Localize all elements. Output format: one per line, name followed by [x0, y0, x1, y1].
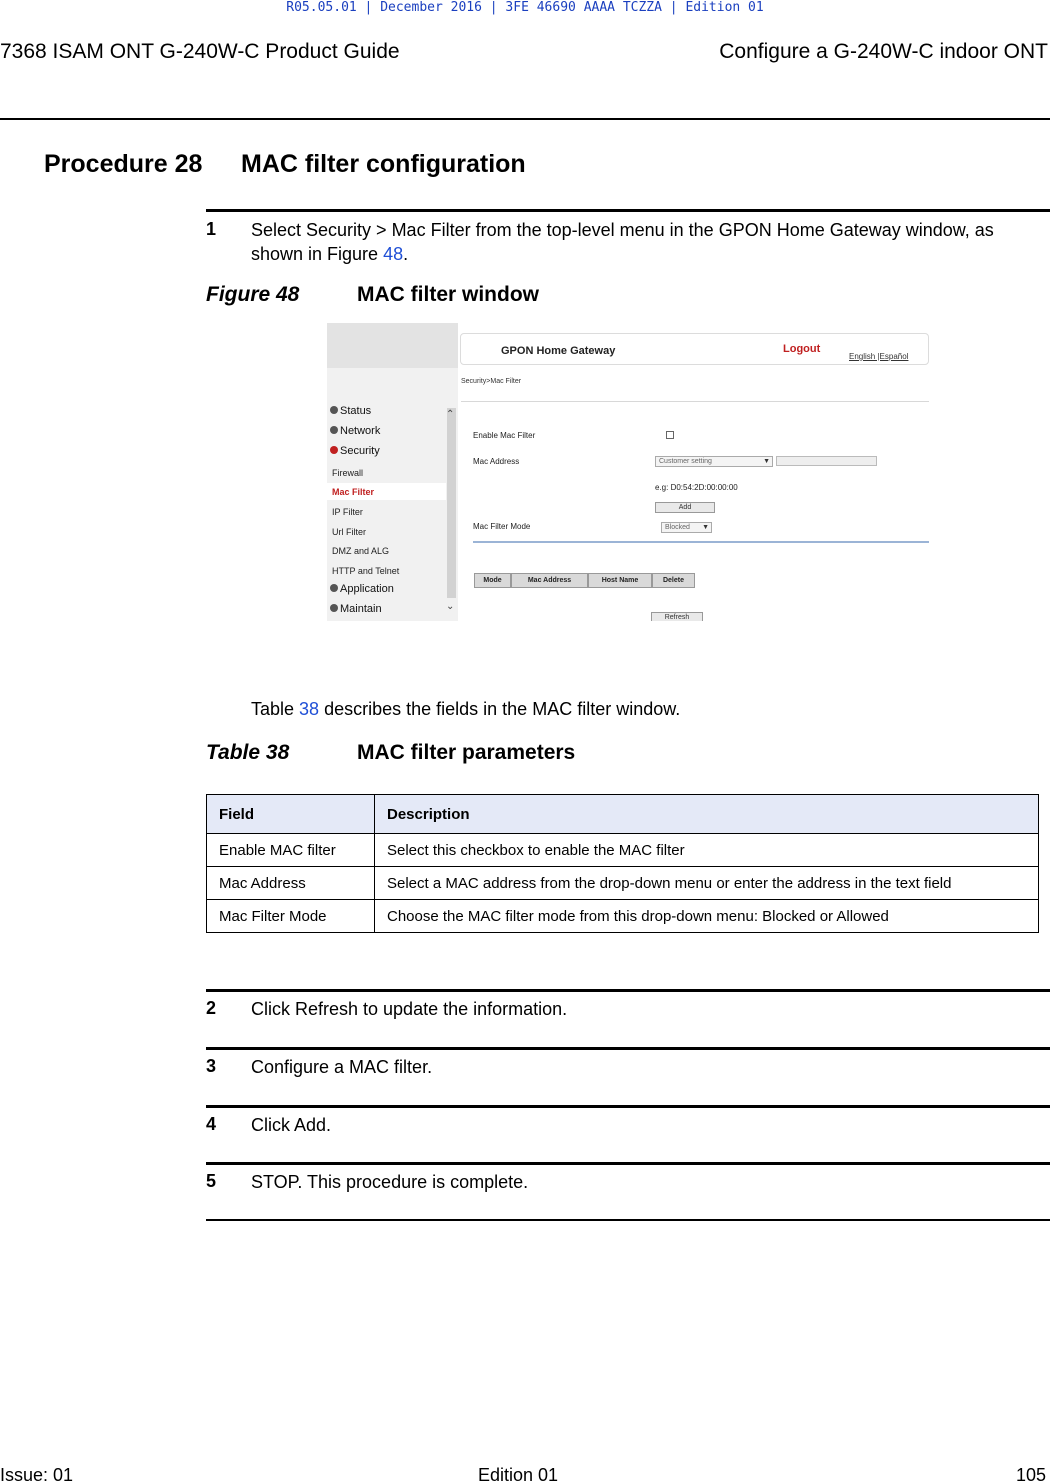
intro-text: describes the fields in the MAC filter window. — [319, 699, 681, 719]
menu-item-status[interactable] — [330, 405, 371, 417]
language-switch[interactable]: English |Español — [849, 352, 909, 361]
footer-issue: Issue: 01 — [0, 1465, 74, 1484]
figure-title: MAC filter window — [357, 283, 539, 306]
submenu-dmz-alg[interactable]: DMZ and ALG — [332, 546, 390, 556]
expand-icon — [330, 584, 338, 592]
footer-edition: Edition 01 — [478, 1465, 559, 1484]
mac-address-select[interactable] — [655, 456, 773, 467]
step-number: 5 — [206, 1171, 217, 1191]
column-header: Delete — [652, 573, 695, 588]
logout-link[interactable]: Logout — [783, 343, 821, 355]
step-text: Click Add. — [251, 1115, 332, 1135]
step-number: 4 — [206, 1114, 217, 1134]
step-divider — [206, 1047, 1050, 1050]
header-section-title: Configure a G-240W-C indoor ONT — [719, 40, 1048, 63]
add-button[interactable]: Add — [655, 502, 715, 513]
menu-label: Security — [340, 445, 380, 457]
table-row — [207, 900, 1039, 933]
menu-item-security[interactable] — [330, 445, 380, 457]
cell-description: Select this checkbox to enable the MAC filter — [375, 834, 1039, 867]
footer-page-number: 105 — [1015, 1465, 1046, 1484]
sidebar-header — [327, 323, 458, 368]
cell-field: Enable MAC filter — [207, 834, 375, 867]
submenu-ip-filter[interactable]: IP Filter — [332, 507, 363, 517]
cell-description: Choose the MAC filter mode from this drop-down menu: Blocked or Allowed — [375, 900, 1039, 933]
step-divider — [206, 989, 1050, 992]
submenu-url-filter[interactable]: Url Filter — [332, 527, 366, 537]
collapse-icon — [330, 446, 338, 454]
step-text-part: . — [403, 244, 409, 264]
step-number: 2 — [206, 998, 217, 1018]
expand-icon — [330, 406, 338, 414]
table-header-row — [207, 795, 1039, 834]
mac-filter-table-header — [474, 573, 695, 588]
expand-icon — [330, 604, 338, 612]
procedure-number: Procedure 28 — [44, 150, 203, 178]
header-doc-title: 7368 ISAM ONT G-240W-C Product Guide — [0, 40, 400, 63]
chevron-up-icon[interactable]: ⌃ — [446, 409, 455, 420]
chevron-down-icon[interactable]: ⌄ — [446, 601, 455, 612]
select-value: Blocked — [665, 524, 690, 531]
procedure-title: MAC filter configuration — [241, 150, 526, 178]
table-label: Table 38 — [206, 741, 290, 764]
menu-label: Status — [340, 405, 372, 417]
refresh-button[interactable]: Refresh — [651, 612, 703, 621]
cell-description: Select a MAC address from the drop-down menu or enter the address in the text field — [375, 867, 1039, 900]
enable-mac-filter-checkbox[interactable] — [666, 431, 674, 439]
column-header: Mode — [474, 573, 511, 588]
menu-label: Network — [340, 425, 381, 437]
step-number: 1 — [206, 219, 217, 239]
mac-address-input[interactable] — [776, 456, 877, 466]
table-link[interactable]: 38 — [299, 699, 320, 719]
menu-label: Application — [340, 583, 394, 595]
column-header-description: Description — [375, 795, 1039, 834]
mac-filter-mode-select[interactable] — [661, 522, 712, 533]
step-text: STOP. This procedure is complete. — [251, 1172, 529, 1192]
mac-example-hint: e.g: D0:54:2D:00:00:00 — [655, 483, 738, 492]
figure-label: Figure 48 — [206, 283, 300, 306]
table-row — [207, 867, 1039, 900]
table-title: MAC filter parameters — [357, 741, 576, 764]
step-text-part: Select Security > Mac Filter from the top-level menu in the GPON Home Gateway window, as shown in Figure — [251, 220, 994, 264]
parameters-table — [206, 794, 1039, 933]
step-number: 3 — [206, 1056, 217, 1076]
section-divider — [473, 541, 929, 543]
procedure-end-divider — [206, 1219, 1050, 1221]
mac-filter-mode-label: Mac Filter Mode — [473, 522, 531, 531]
menu-item-network[interactable] — [330, 425, 380, 437]
chevron-down-icon: ▼ — [763, 458, 770, 465]
breadcrumb-divider — [461, 401, 929, 402]
breadcrumb: Security>Mac Filter — [461, 378, 522, 385]
menu-label: Maintain — [340, 603, 382, 615]
submenu-firewall[interactable]: Firewall — [332, 468, 364, 478]
submenu-mac-filter[interactable]: Mac Filter — [332, 487, 375, 497]
cell-field: Mac Filter Mode — [207, 900, 375, 933]
menu-item-application[interactable] — [330, 583, 394, 595]
header-divider — [0, 118, 1050, 120]
mac-address-label: Mac Address — [473, 457, 520, 466]
enable-mac-filter-label: Enable Mac Filter — [473, 431, 536, 440]
step-divider — [206, 1105, 1050, 1108]
menu-item-maintain[interactable] — [330, 603, 382, 615]
step-text: Click Refresh to update the information. — [251, 999, 568, 1019]
figure-link[interactable]: 48 — [383, 244, 404, 264]
column-header: Mac Address — [511, 573, 588, 588]
expand-icon — [330, 426, 338, 434]
column-header-field: Field — [207, 795, 375, 834]
select-value: Customer setting — [659, 458, 712, 465]
document-banner: R05.05.01 | December 2016 | 3FE 46690 AAAA TCZZA | Edition 01 — [286, 0, 764, 15]
submenu-http-telnet[interactable]: HTTP and Telnet — [332, 566, 400, 576]
chevron-down-icon: ▼ — [702, 524, 709, 531]
step-text: Configure a MAC filter. — [251, 1057, 433, 1077]
step-divider — [206, 209, 1050, 212]
sidebar-scrollbar[interactable] — [447, 408, 456, 598]
table-row — [207, 834, 1039, 867]
step-divider — [206, 1162, 1050, 1165]
cell-field: Mac Address — [207, 867, 375, 900]
column-header: Host Name — [588, 573, 652, 588]
mac-filter-screenshot — [327, 323, 929, 621]
intro-text: Table — [251, 699, 300, 719]
brand-title: GPON Home Gateway — [501, 345, 616, 357]
table-intro — [251, 699, 680, 720]
step-text — [251, 218, 1046, 266]
